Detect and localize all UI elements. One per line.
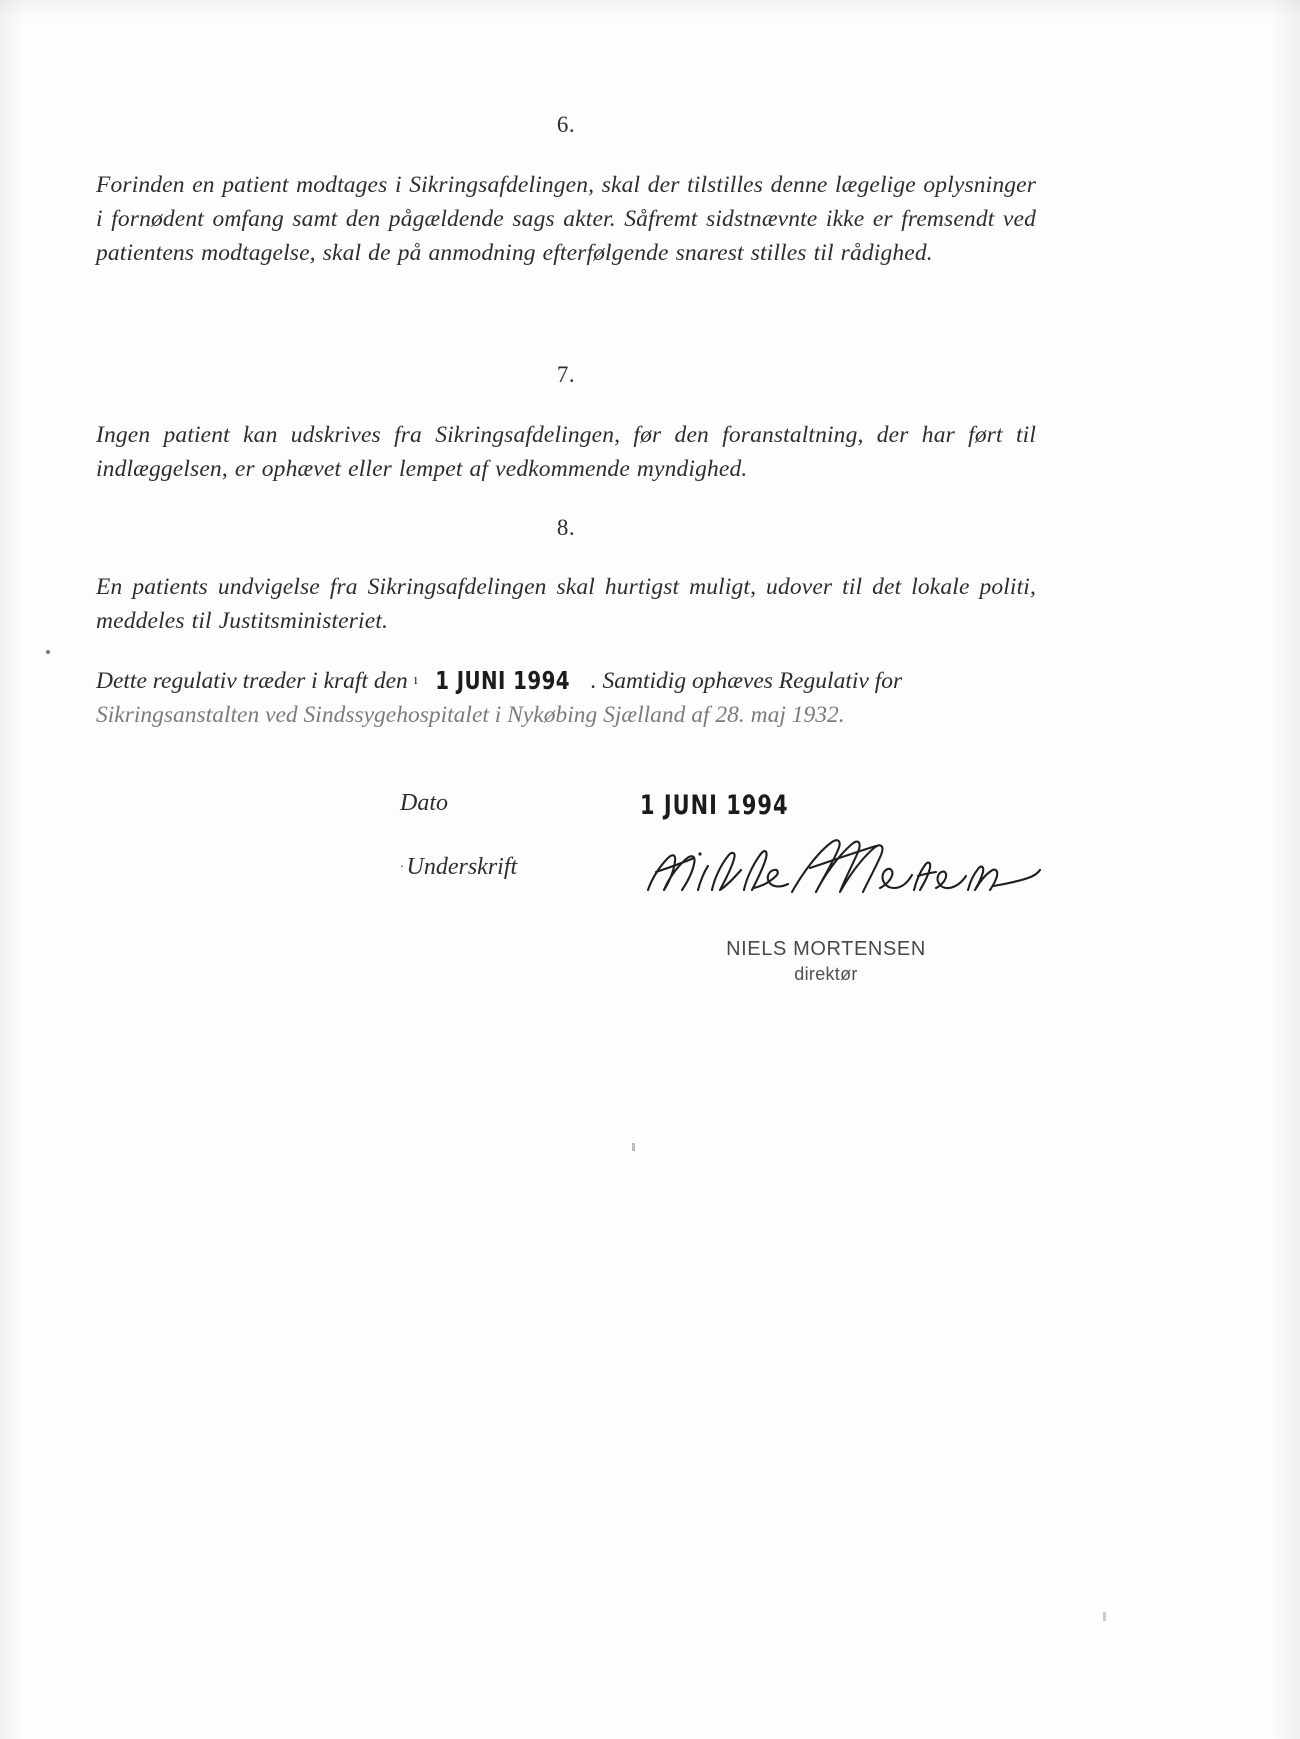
- signature-label-tick: ·: [400, 860, 404, 875]
- scan-edge-shading-top: [0, 0, 1300, 22]
- section-body-8: En patients undvigelse fra Sikringsafdelingen skal hurtigst muligt, udover til det lokale politi, meddeles til Justitsministeriet.: [96, 574, 1036, 634]
- date-label: Dato: [400, 790, 448, 816]
- closing-text-before-stamp: Dette regulativ træder i kraft den: [96, 668, 408, 694]
- date-stamp-value: 1 JUNI 1994: [640, 790, 789, 821]
- signature-label: [400, 854, 517, 881]
- section-body-7: Ingen patient kan udskrives fra Sikringsafdelingen, før den foranstaltning, der har ført til indlæggelsen, er ophævet eller lempet af vedkommende myndighed.: [96, 422, 1036, 482]
- signature-label-text: Underskrift: [406, 854, 518, 880]
- scan-edge-shading-right: [1270, 0, 1300, 1739]
- scan-artifact-mark-lower: [632, 1143, 635, 1151]
- signer-title: direktør: [794, 964, 858, 984]
- handwritten-signature: [642, 828, 1042, 913]
- section-number-8: 8.: [556, 515, 576, 540]
- scan-artifact-dot: [46, 650, 50, 654]
- signer-name: NIELS MORTENSEN: [726, 938, 926, 960]
- signature-block: [400, 790, 1040, 984]
- closing-paragraph: [96, 663, 1036, 732]
- closing-text-after-stamp: . Samtidig ophæves Regulativ for: [590, 668, 903, 694]
- scan-artifact-mark-right: [1103, 1612, 1106, 1621]
- inline-date-stamp: 1 JUNI 1994: [434, 666, 570, 695]
- scan-edge-shading-left: [0, 0, 26, 1739]
- closing-line-1: [96, 663, 1036, 698]
- section-number-6: 6.: [556, 112, 576, 137]
- section-body-6: Forinden en patient modtages i Sikringsafdelingen, skal der tilstilles denne lægelige oplysninger i fornødent omfang samt den pågældende sags akter. Såfremt sidstnævnte ikke er fremsendt ved patientens modtagelse, skal de på anmodning efterfølgende snarest stilles til rådighed.: [96, 172, 1036, 266]
- stamp-tick-mark: ı: [413, 672, 418, 688]
- section-number-7: 7.: [556, 362, 576, 387]
- closing-line-2: Sikringsanstalten ved Sindssygehospitalet i Nykøbing Sjælland af 28. maj 1932.: [96, 702, 845, 728]
- signature-row: [400, 854, 1040, 984]
